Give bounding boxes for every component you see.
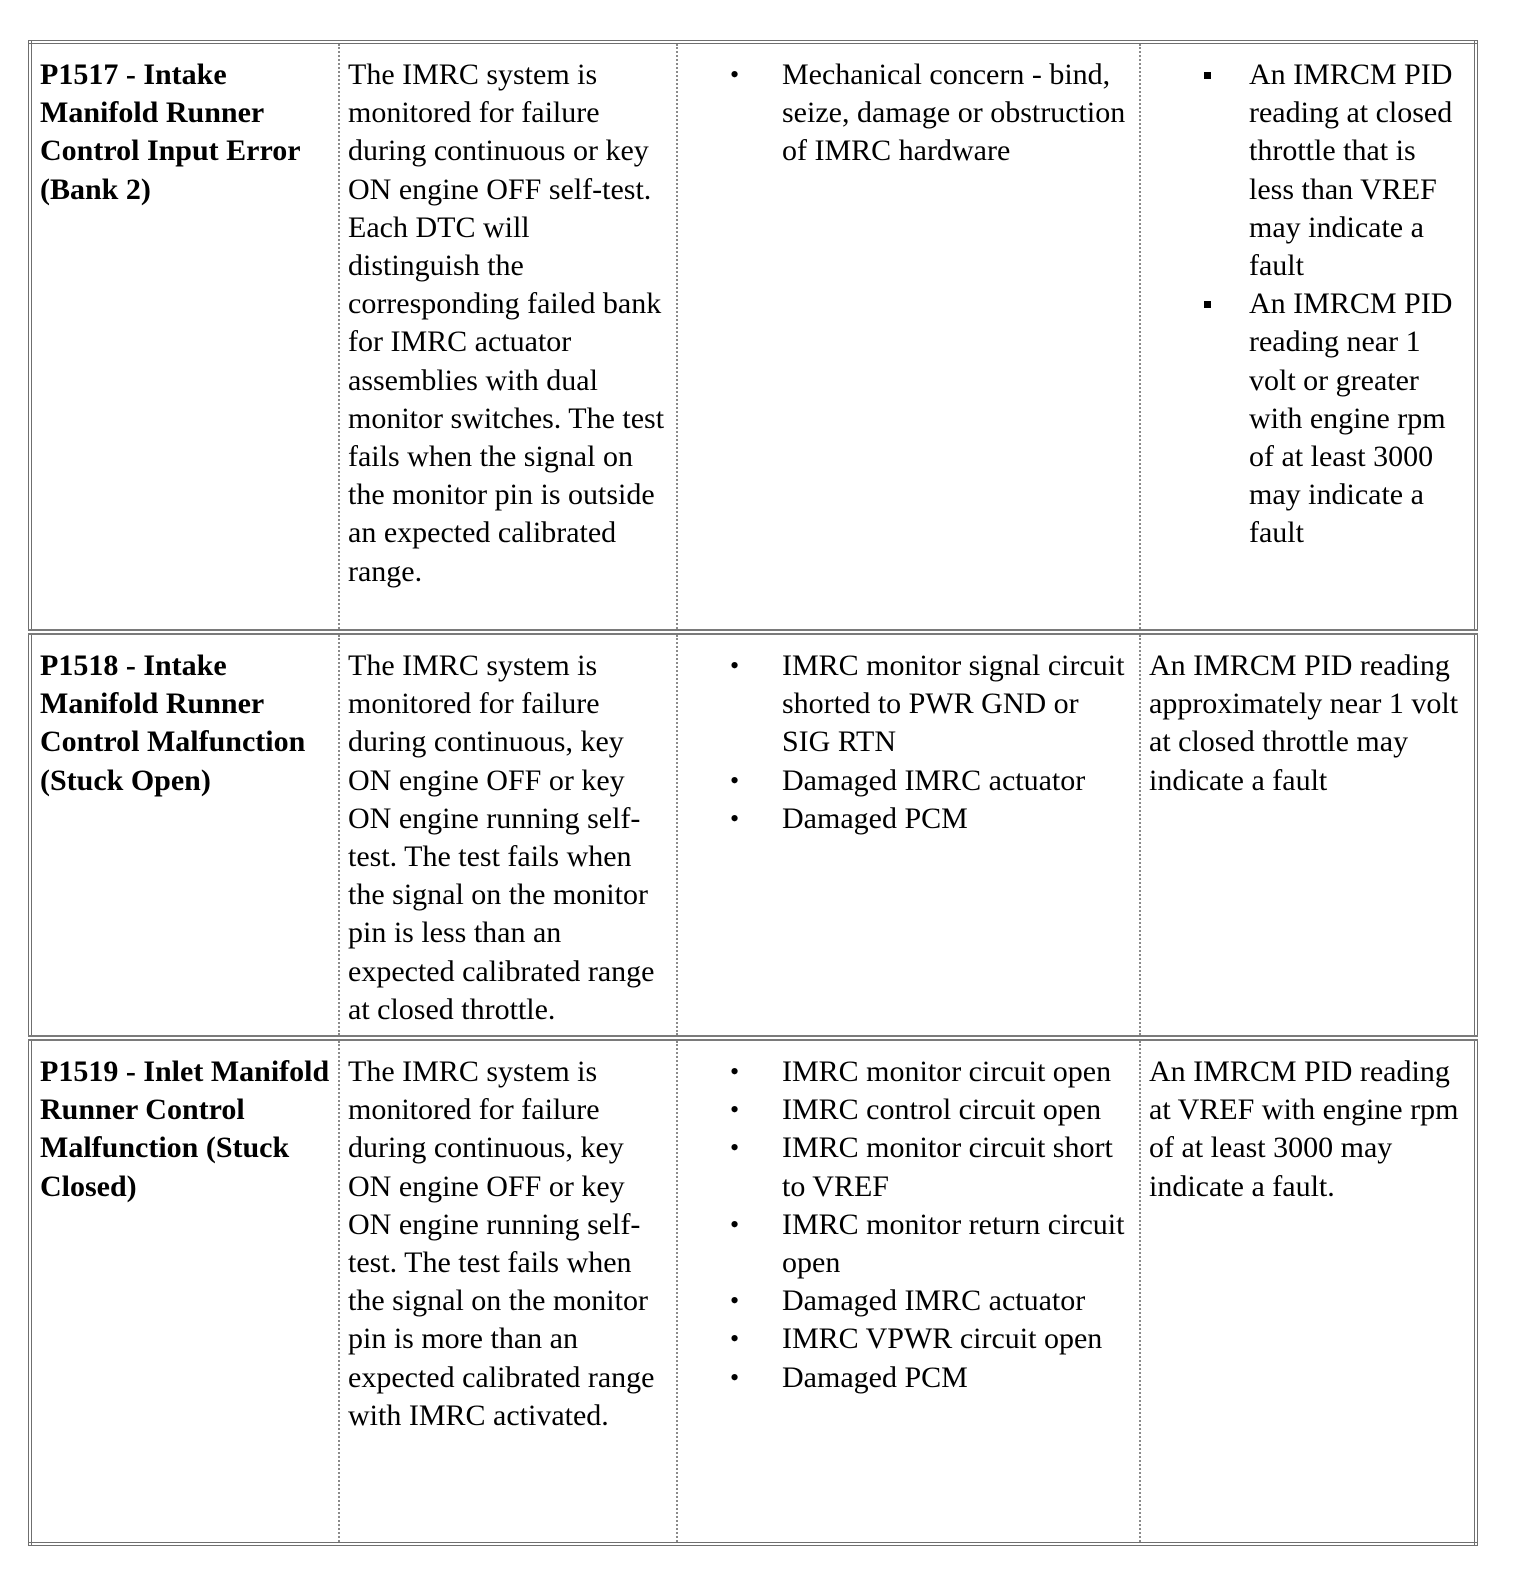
list-item: An IMRCM PID reading near 1 volt or greater with engine rpm of at least 3000 may indicate a fault [1249,285,1466,552]
list-item: • Mechanical concern - bind, seize, damage or obstruction of IMRC hardware [782,56,1131,171]
list-item: • Damaged PCM [782,800,1131,838]
table-row [30,632,1476,1038]
pid-diagnostic-aid [1140,42,1476,632]
possible-causes [677,632,1140,1038]
test-description: The IMRC system is monitored for failure during continuous, key ON engine OFF or key ON engine running self-test. The test fails when the signal on the monitor pin is more than an expected calibrated range with IMRC activated. [339,1038,677,1544]
list-item: • IMRC control circuit open [782,1091,1131,1129]
list-item: • IMRC monitor circuit short to VREF [782,1129,1131,1205]
dtc-code-title: P1517 - Intake Manifold Runner Control Input Error (Bank 2) [30,42,339,632]
list-item: • IMRC monitor circuit open [782,1053,1131,1091]
test-description: The IMRC system is monitored for failure during continuous, key ON engine OFF or key ON engine running self-test. The test fails when the signal on the monitor pin is less than an expected calibrated range at closed throttle. [339,632,677,1038]
list-item: • IMRC monitor signal circuit shorted to PWR GND or SIG RTN [782,647,1131,762]
causes-list [686,56,1131,171]
dtc-code-title: P1518 - Intake Manifold Runner Control Malfunction (Stuck Open) [30,632,339,1038]
pid-checks-list [1149,56,1466,553]
list-item: • Damaged IMRC actuator [782,762,1131,800]
table-row [30,1038,1476,1544]
list-item: An IMRCM PID reading at closed throttle that is less than VREF may indicate a fault [1249,56,1466,285]
dtc-table [28,40,1478,1546]
list-item: • IMRC monitor return circuit open [782,1206,1131,1282]
pid-diagnostic-aid: An IMRCM PID reading at VREF with engine rpm of at least 3000 may indicate a fault. [1140,1038,1476,1544]
possible-causes [677,1038,1140,1544]
list-item: • Damaged PCM [782,1359,1131,1397]
causes-list [686,1053,1131,1397]
list-item: • IMRC VPWR circuit open [782,1320,1131,1358]
test-description: The IMRC system is monitored for failure during continuous or key ON engine OFF self-test. Each DTC will distinguish the corresponding failed bank for IMRC actuator assemblies with dual monitor switches. The test fails when the signal on the monitor pin is outside an expected calibrated range. [339,42,677,632]
table-row [30,42,1476,632]
pid-diagnostic-aid: An IMRCM PID reading approximately near 1 volt at closed throttle may indicate a fault [1140,632,1476,1038]
dtc-code-title: P1519 - Inlet Manifold Runner Control Malfunction (Stuck Closed) [30,1038,339,1544]
causes-list [686,647,1131,838]
possible-causes [677,42,1140,632]
list-item: • Damaged IMRC actuator [782,1282,1131,1320]
